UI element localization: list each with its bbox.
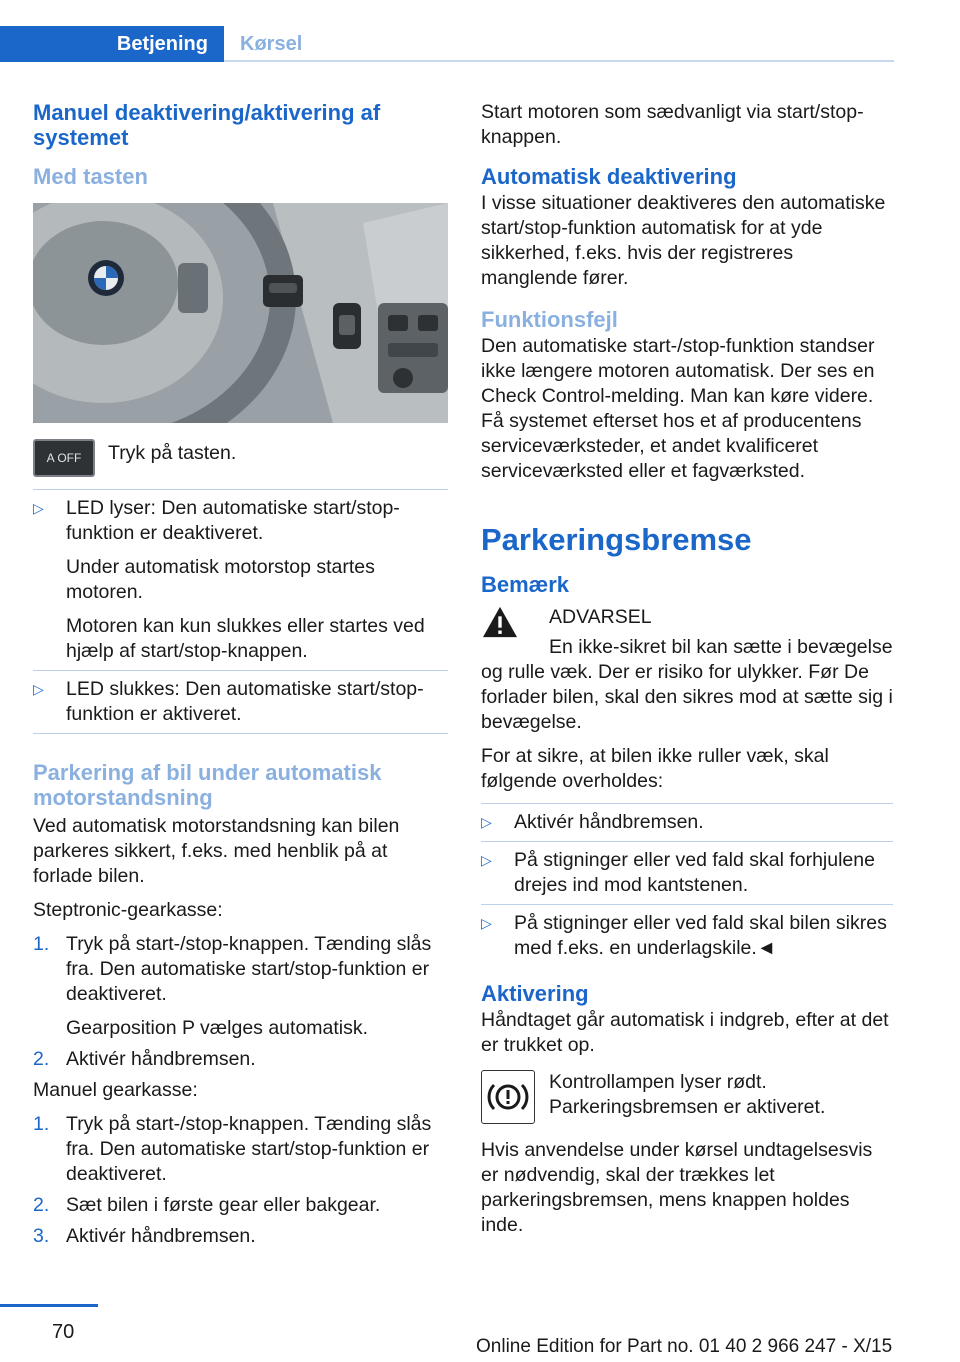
tab-betjening[interactable]: Betjening (0, 26, 224, 62)
step-number: 3. (33, 1225, 50, 1247)
warning-title: ADVARSEL (549, 606, 652, 628)
step-number: 1. (33, 1113, 50, 1135)
paragraph: Steptronic-gearkasse: (33, 899, 223, 921)
warning-text (481, 635, 893, 735)
step-text: Aktivér håndbremsen. (66, 1048, 256, 1070)
bullet-text: Aktivér håndbremsen. (514, 811, 704, 833)
list-item (33, 1047, 448, 1072)
paragraph: Ved automatisk motorstandsning kan bilen parkeres sikkert, f.eks. med henblik på at forlade bilen. (33, 815, 400, 887)
section-heading: Aktivering (481, 981, 589, 1006)
list-item (33, 671, 448, 734)
list-item (33, 1193, 448, 1218)
header-rule (224, 60, 894, 62)
bullet-text: LED lyser: Den automatiske start/stop-funktion er deaktiveret. (66, 497, 400, 544)
steering-wheel-illustration (33, 203, 448, 423)
bullet-text: På stigninger eller ved fald skal bilen sikres med f.eks. en underlagskile.◄ (514, 912, 887, 959)
section-heading: Manuel deaktivering/aktivering af systemet (33, 100, 381, 150)
parking-brake-lamp-icon (481, 1070, 535, 1124)
step-number: 2. (33, 1194, 50, 1216)
bullet-text: LED slukkes: Den automatiske start/stop-funktion er aktiveret. (66, 678, 424, 725)
section-heading: Funktionsfejl (481, 307, 618, 332)
paragraph: Hvis anvendelse under kørsel undtagelsesvis er nødvendig, skal der trækkes let parkeringsbremsen, mens knappen holdes inde. (481, 1139, 873, 1236)
list-item (33, 1112, 448, 1187)
page-number: 70 (52, 1321, 75, 1343)
brake-circle-icon (486, 1075, 530, 1119)
step-text: Sæt bilen i første gear eller bakgear. (66, 1194, 381, 1216)
step-number: 2. (33, 1048, 50, 1070)
warning-triangle-icon (481, 605, 519, 639)
warning-text-body: En ikke-sikret bil kan sætte i bevægelse og rulle væk. Der er risiko for ulykker. Før De forlader bilen, skal den sikres mod at sætte sig i bevægelse. (481, 636, 893, 733)
list-item (481, 804, 893, 842)
triangle-bullet-icon: ▷ (481, 852, 492, 868)
subsection-heading: Med tasten (33, 164, 148, 189)
warning-block (481, 605, 893, 735)
list-item (33, 1224, 448, 1249)
step-subtext: Gearposition P vælges automatisk. (66, 1017, 369, 1039)
manual-steps (33, 1112, 448, 1249)
section-heading: Automatisk deaktivering (481, 164, 737, 189)
paragraph: Håndtaget går automatisk i indgreb, efter at det er trukket op. (481, 1009, 889, 1056)
steering-wheel-photo (33, 203, 448, 423)
paragraph: I visse situationer deaktiveres den automatiske start/stop-funktion automatisk for at yde sikkerhed, f.eks. hvis der registreres manglende fører. (481, 192, 886, 289)
list-item (481, 842, 893, 905)
step-text: Tryk på start-/stop-knappen. Tænding slås fra. Den automatiske start/stop-funktion er deaktiveret. (66, 933, 432, 1005)
tab-korsel[interactable]: Kørsel (240, 33, 303, 55)
section-heading: Bemærk (481, 572, 570, 597)
press-key-text: Tryk på tasten. (108, 442, 237, 464)
step-text: Aktivér håndbremsen. (66, 1225, 256, 1247)
list-item (33, 490, 448, 671)
secure-bullet-list (481, 803, 893, 967)
left-column (33, 100, 448, 1255)
lamp-instruction (481, 1070, 893, 1124)
paragraph: For at sikre, at bilen ikke ruller væk, skal følgende overholdes: (481, 745, 829, 792)
triangle-bullet-icon: ▷ (33, 500, 44, 516)
bullet-text: På stigninger eller ved fald skal forhjulene drejes ind mod kantstenen. (514, 849, 875, 896)
key-instruction (33, 439, 448, 477)
triangle-bullet-icon: ▷ (33, 681, 44, 697)
lamp-text: Kontrollampen lyser rødt. Parkeringsbremsen er aktiveret. (549, 1071, 826, 1118)
paragraph: Den automatiske start-/stop-funktion standser ikke længere motoren automatisk. Der ses en Check Control-melding. Man kan køre videre. Få systemet efterset hos et af producentens serviceværksteder, et andet kvalificeret serviceværksted eller et fagværksted. (481, 335, 875, 482)
steptronic-steps (33, 932, 448, 1072)
led-bullet-list (33, 489, 448, 734)
step-text: Tryk på start-/stop-knappen. Tænding slås fra. Den automatiske start/stop-funktion er deaktiveret. (66, 1113, 432, 1185)
bullet-text: Under automatisk motorstop startes motoren. (66, 556, 375, 603)
paragraph: Manuel gearkasse: (33, 1079, 198, 1101)
bullet-text: Motoren kan kun slukkes eller startes ved hjælp af start/stop-knappen. (66, 615, 425, 662)
chapter-heading: Parkeringsbremse (481, 522, 752, 557)
list-item (33, 932, 448, 1041)
triangle-bullet-icon: ▷ (481, 915, 492, 931)
triangle-bullet-icon: ▷ (481, 814, 492, 830)
auto-start-stop-off-icon: A OFF (33, 439, 95, 477)
right-column (481, 100, 893, 1247)
header-bar (0, 0, 894, 62)
list-item (481, 905, 893, 967)
paragraph: Start motoren som sædvanligt via start/stop-knappen. (481, 101, 864, 148)
edition-text: Online Edition for Part no. 01 40 2 966 247 - X/15 (476, 1336, 893, 1357)
step-number: 1. (33, 933, 50, 955)
footer-rule (0, 1304, 98, 1307)
subsection-heading: Parkering af bil under automatisk motorstandsning (33, 760, 382, 810)
